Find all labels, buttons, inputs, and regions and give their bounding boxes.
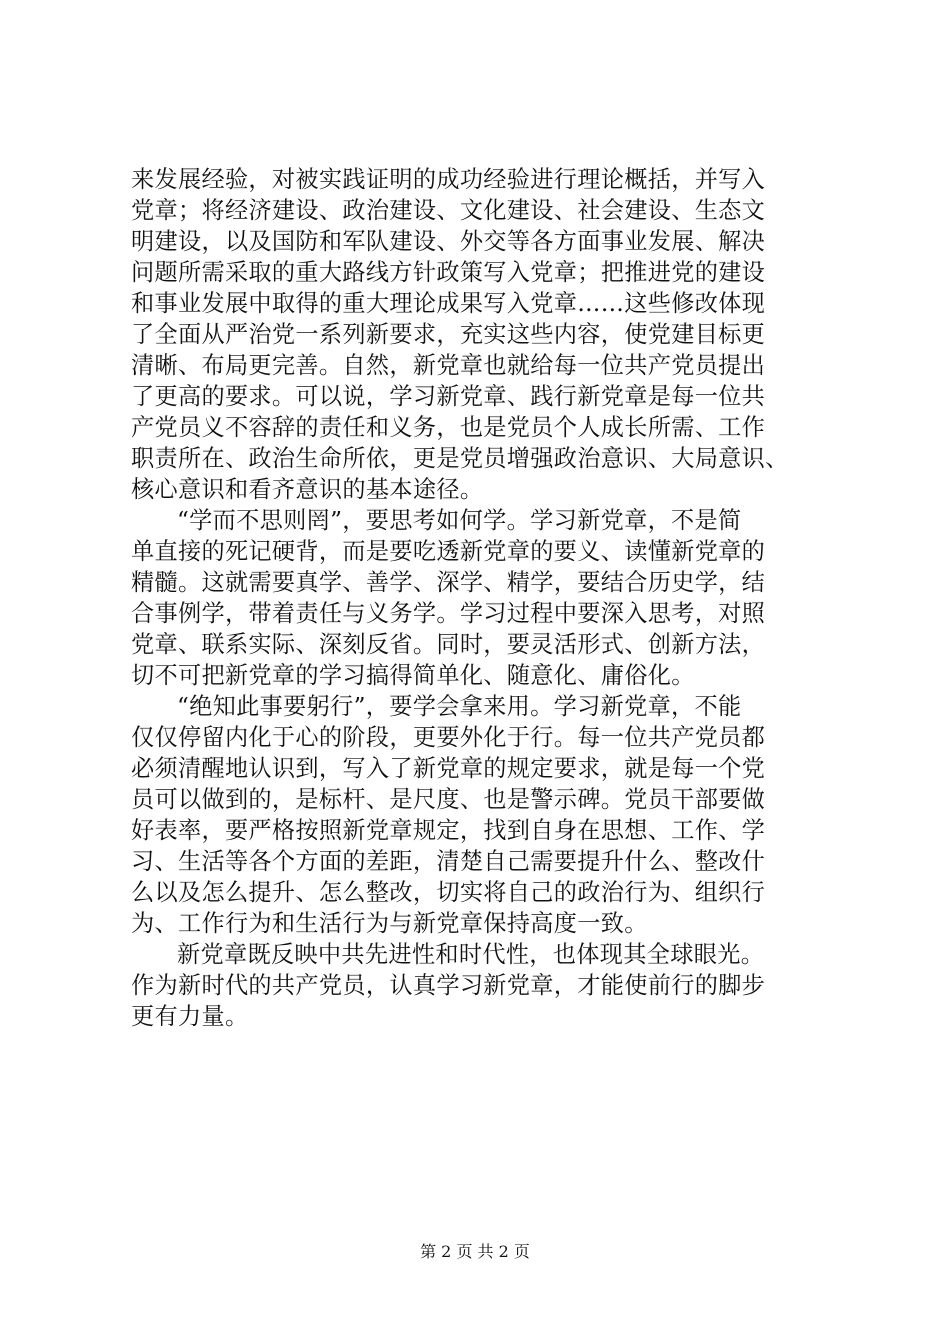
page-footer: 第 2 页 共 2 页 bbox=[420, 1242, 530, 1261]
text-line: 来发展经验，对被实践证明的成功经验进行理论概括，并写入 bbox=[131, 166, 766, 193]
text-line: 切不可把新党章的学习搞得简单化、随意化、庸俗化。 bbox=[131, 662, 695, 689]
text-line: 党章；将经济建设、政治建设、文化建设、社会建设、生态文 bbox=[131, 197, 766, 224]
text-line: “绝知此事要躬行”，要学会拿来用。学习新党章，不能 bbox=[177, 693, 742, 720]
text-line: 好表率，要严格按照新党章规定，找到自身在思想、工作、学 bbox=[131, 817, 766, 844]
text-line: 员可以做到的，是标杆、是尺度、也是警示碑。党员干部要做 bbox=[131, 786, 766, 813]
body-text bbox=[131, 164, 831, 1032]
text-line: 问题所需采取的重大路线方针政策写入党章；把推进党的建设 bbox=[131, 259, 766, 286]
text-line: 作为新时代的共产党员，认真学习新党章，才能使前行的脚步 bbox=[131, 972, 766, 999]
text-line: 清晰、布局更完善。自然，新党章也就给每一位共产党员提出 bbox=[131, 352, 766, 379]
text-line: 为、工作行为和生活行为与新党章保持高度一致。 bbox=[131, 910, 648, 937]
text-line: 合事例学，带着责任与义务学。学习过程中要深入思考，对照 bbox=[131, 600, 766, 627]
text-line: “学而不思则罔”，要思考如何学。学习新党章，不是简 bbox=[177, 507, 742, 534]
text-line: 明建设，以及国防和军队建设、外交等各方面事业发展、解决 bbox=[131, 228, 766, 255]
text-line: 了更高的要求。可以说，学习新党章、践行新党章是每一位共 bbox=[131, 383, 766, 410]
text-line: 职责所在、政治生命所依，更是党员增强政治意识、大局意识、 bbox=[131, 445, 789, 472]
text-line: 仅仅停留内化于心的阶段，更要外化于行。每一位共产党员都 bbox=[131, 724, 766, 751]
text-line: 和事业发展中取得的重大理论成果写入党章……这些修改体现 bbox=[131, 290, 766, 317]
text-line: 精髓。这就需要真学、善学、深学、精学，要结合历史学，结 bbox=[131, 569, 766, 596]
text-line: 习、生活等各个方面的差距，清楚自己需要提升什么、整改什 bbox=[131, 848, 766, 875]
text-line: 党章、联系实际、深刻反省。同时，要灵活形式、创新方法， bbox=[131, 631, 766, 658]
text-line: 核心意识和看齐意识的基本途径。 bbox=[131, 476, 484, 503]
text-line: 么以及怎么提升、怎么整改，切实将自己的政治行为、组织行 bbox=[131, 879, 766, 906]
text-line: 了全面从严治党一系列新要求，充实这些内容，使党建目标更 bbox=[131, 321, 766, 348]
text-line: 必须清醒地认识到，写入了新党章的规定要求，就是每一个党 bbox=[131, 755, 766, 782]
text-line: 新党章既反映中共先进性和时代性，也体现其全球眼光。 bbox=[177, 941, 765, 968]
text-line: 产党员义不容辞的责任和义务，也是党员个人成长所需、工作 bbox=[131, 414, 766, 441]
text-line: 单直接的死记硬背，而是要吃透新党章的要义、读懂新党章的 bbox=[131, 538, 766, 565]
text-line: 更有力量。 bbox=[131, 1003, 249, 1030]
